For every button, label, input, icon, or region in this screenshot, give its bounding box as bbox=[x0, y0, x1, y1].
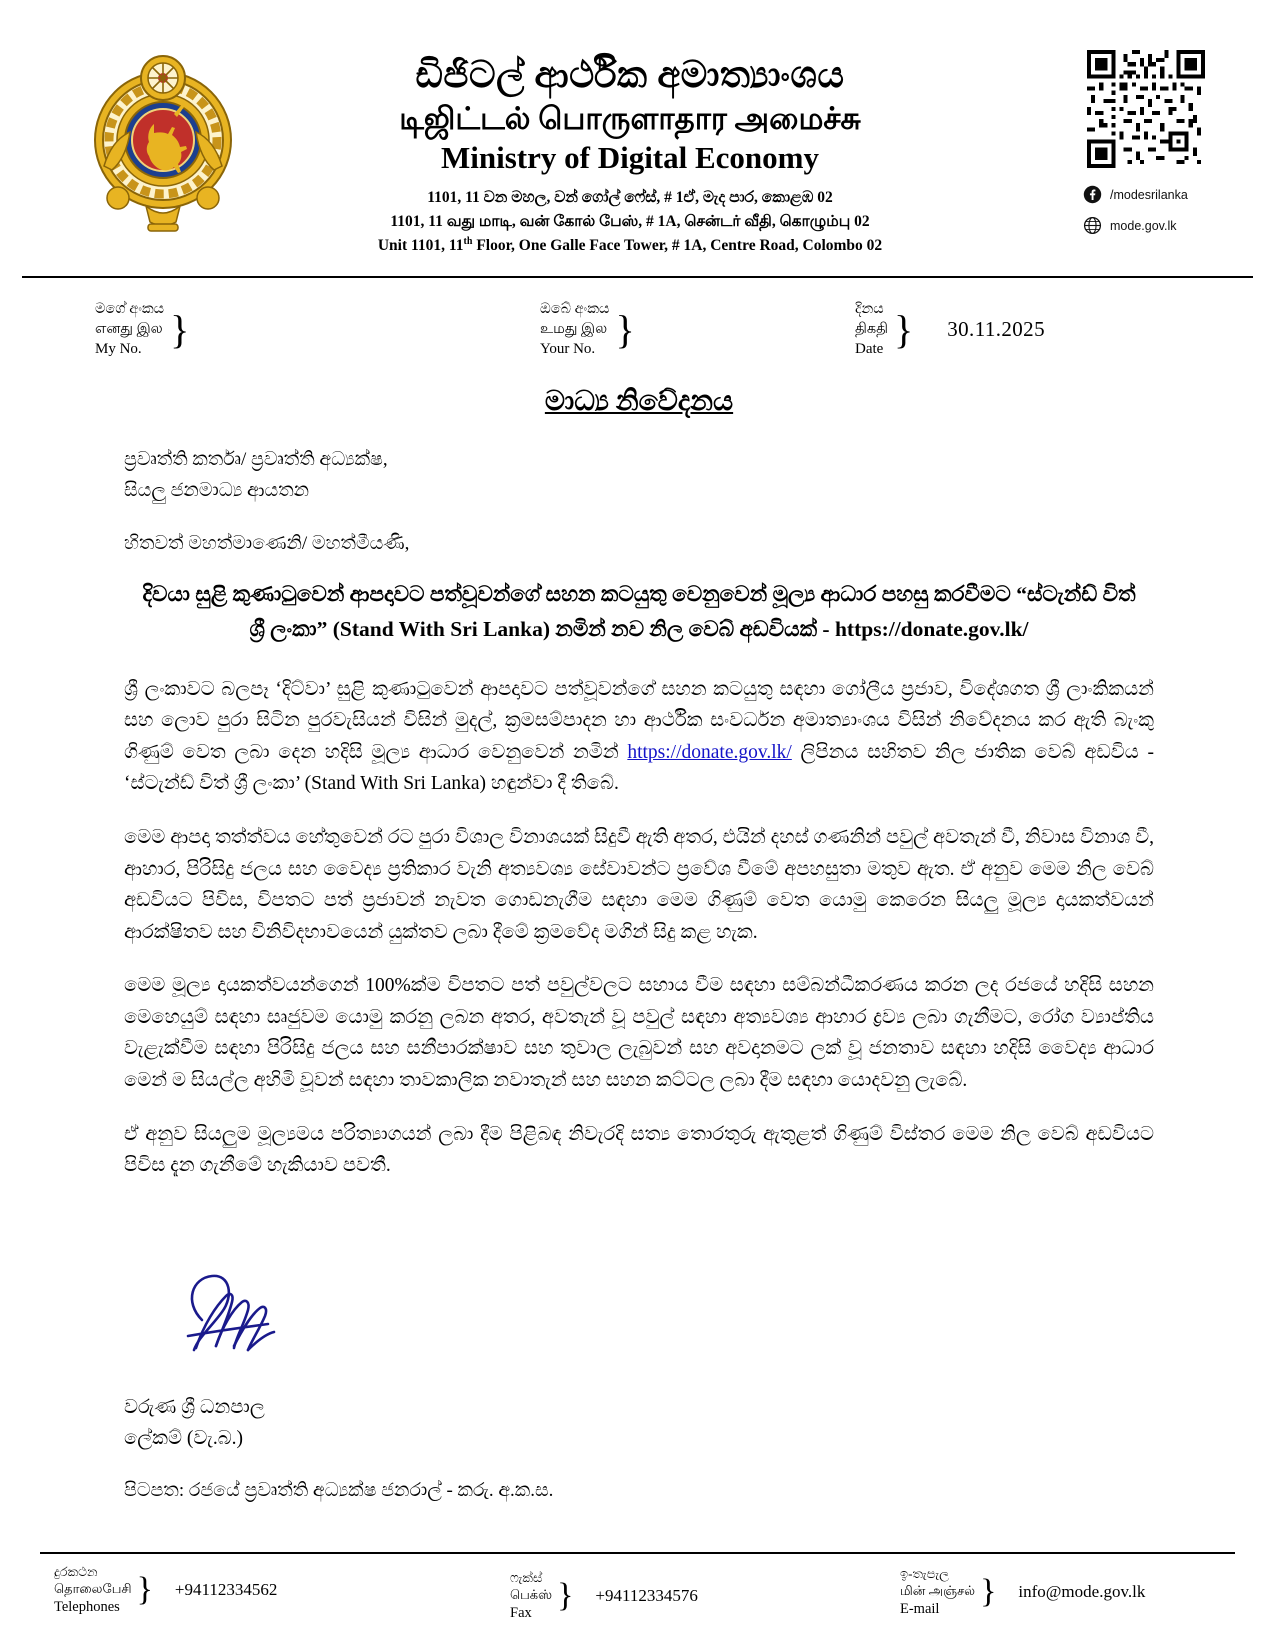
my-no-block bbox=[95, 300, 223, 359]
footer-divider bbox=[40, 1552, 1235, 1554]
signer-block bbox=[124, 1392, 1154, 1454]
ministry-address bbox=[250, 186, 1010, 258]
salutation: හිතවත් මහත්මාණෙනි/ මහත්මීයණි, bbox=[124, 532, 410, 554]
signer-name: වරුණ ශ්‍රී ධනපාල bbox=[124, 1396, 265, 1418]
fax-label-sinhala: ෆැක්ස් bbox=[510, 1570, 543, 1585]
national-emblem-icon bbox=[88, 48, 238, 248]
email-value: info@mode.gov.lk bbox=[1018, 1582, 1146, 1602]
carbon-copy: පිටපත: රජයේ ප්‍රවෘත්ති අධ්‍යක්ෂ ජනරාල් - කරු. අ.ක.ස. bbox=[124, 1480, 554, 1502]
date-label-tamil: திகதி bbox=[855, 320, 889, 337]
donate-url-link[interactable]: https://donate.gov.lk/ bbox=[627, 741, 792, 763]
addressee bbox=[124, 444, 1154, 507]
your-no-block bbox=[540, 300, 669, 359]
reference-line bbox=[0, 300, 1275, 370]
globe-icon[interactable] bbox=[1083, 216, 1102, 235]
facebook-icon[interactable] bbox=[1083, 185, 1102, 204]
your-no-label-english: Your No. bbox=[540, 341, 596, 358]
signature-area bbox=[124, 1268, 1154, 1388]
email-brace-icon: } bbox=[980, 1573, 997, 1611]
qr-and-social bbox=[1083, 50, 1213, 235]
signature-icon bbox=[164, 1262, 314, 1372]
paragraph-3 bbox=[124, 970, 1154, 1096]
address-tamil: 1101, 11 வது மாடி, வன் கோல் பேஸ், # 1A, சென்டர் வீதி, கொழும்பு 02 bbox=[390, 212, 870, 230]
fax-block bbox=[510, 1570, 698, 1623]
fax-label-english: Fax bbox=[510, 1604, 532, 1621]
telephone-value: +94112334562 bbox=[174, 1580, 278, 1600]
qr-code-icon[interactable] bbox=[1087, 50, 1205, 168]
email-block bbox=[900, 1566, 1145, 1619]
telephone-label-sinhala: දුරකථන bbox=[54, 1564, 98, 1579]
address-english: Unit 1101, 11th Floor, One Galle Face Tower, # 1A, Centre Road, Colombo 02 bbox=[377, 235, 883, 254]
website-row[interactable] bbox=[1083, 216, 1213, 235]
paragraph-2-text: මෙම ආපදා තත්ත්වය හේතුවෙන් රට පුරා විශාල විනාශයක් සිදුවී ඇති අතර, එයින් දහස් ගණනින් පවුල් අවතැන් වී, නිවාස විනාශ වී, ආහාර, පිරිසිදු ජලය සහ වෛද්‍ය ප්‍රතිකාර වැනි අත්‍යවශ්‍ය සේවාවන්ට ප්‍රවේශ වීමේ අපහසුතා මතුව ඇත. ඒ අනුව මෙම නිල වෙබ් අඩවියට පිවිස, විපතට පත් ප්‍රජාවන් නැවත ගොඩනැගීම සඳහා මෙම ගිණුම් වෙත යොමු කෙරෙන සියලු මූල්‍ය දායකත්වයන් ආරක්ෂිතව සහ විනිවිදභාවයෙන් යුක්තව ලබා දීමේ ක්‍රමවේද මගින් සිදු කළ හැක. bbox=[124, 826, 1154, 943]
paragraph-1-text: ශ්‍රී ලංකාවට බලපෑ ‘දිට්වා’ සුළි කුණාටුවෙන් ආපදාවට පත්වූවන්ගේ සහන කටයුතු සඳහා ගෝලීය ප්‍රජාව, විදේශගත ශ්‍රී ලාංකිකයන් සහ ලොව පුරා සිටින පුරවැසියන් විසින් මුදල්, ක්‍රමසම්පාදන හා ආර්ථික සංවර්ධන අමාත්‍යාංශය විසින් නිවේදනය කර ඇති බැංකු ගිණුම් වෙත ලබා දෙන හදිසි මූල්‍ය ආධාර වෙනුවෙන් නමින් https://donate.gov.lk/ ලිපිනය සහිතව නිල ජාතික වෙබ් අඩවිය - ‘ස්ටැන්ඩ් විත් ශ්‍රී ලංකා’ (Stand With Sri Lanka) හඳුන්වා දී තිබේ. bbox=[124, 678, 1154, 795]
my-no-brace-icon: } bbox=[170, 306, 190, 352]
email-label-english: E-mail bbox=[900, 1600, 940, 1617]
date-label-english: Date bbox=[855, 341, 884, 358]
email-label-tamil: மின் அஞ்சல் bbox=[900, 1582, 976, 1598]
date-block bbox=[855, 300, 1045, 359]
facebook-row[interactable] bbox=[1083, 185, 1213, 204]
addressee-line-2: සියලු ජනමාධ්‍ය ආයතන bbox=[124, 480, 310, 502]
ministry-name-sinhala: ඩිජිටල් ආර්ථික අමාත්‍යාංශය bbox=[415, 55, 845, 96]
telephone-block bbox=[54, 1564, 277, 1617]
header-divider bbox=[22, 276, 1253, 278]
date-brace-icon: } bbox=[894, 306, 914, 352]
ministry-titles bbox=[250, 55, 1010, 258]
website-url: mode.gov.lk bbox=[1110, 218, 1177, 233]
addressee-line-1: ප්‍රවෘත්ති කර්තෘ/ ප්‍රවෘත්ති අධ්‍යක්ෂ, bbox=[124, 449, 388, 470]
letterhead-header bbox=[0, 0, 1275, 270]
telephone-label-english: Telephones bbox=[54, 1598, 120, 1615]
fax-label-tamil: பெக்ஸ் bbox=[510, 1586, 553, 1602]
ministry-name-tamil: டிஜிட்டல் பொருளாதார அமைச்சு bbox=[399, 100, 861, 136]
paragraph-4-text: ඒ අනුව සියලුම මූල්‍යමය පරිත්‍යාගයන් ලබා දීම පිළිබඳ නිවැරදි සත්‍ය තොරතුරු ඇතුළත් ගිණුම් විස්තර මෙම නිල වෙබ් අඩවියට පිවිස දැන ගැනීමේ හැකියාව පවතී. bbox=[124, 1123, 1154, 1177]
paragraph-3-text: මෙම මූල්‍ය දායකත්වයන්ගෙන් 100%ක්ම විපතට පත් පවුල්වලට සහාය වීම සඳහා සම්බන්ධීකරණය කරන ලද රජයේ හදිසි සහන මෙහෙයුම් සඳහා සෘජුවම යොමු කරනු ලබන අතර, අවතැන් වූ පවුල් සඳහා අත්‍යවශ්‍ය ආහාර ද්‍රව්‍ය ලබා ගැනීමට, රෝග ව්‍යාප්තිය වැළැක්වීම සඳහා පිරිසිදු ජලය සහ සනීපාරක්ෂාව සහ තුවාල ලැබුවන් සහ අවදානමට ලක් වූ ජනතාව සඳහා හදිසි වෛද්‍ය ආධාර මෙන් ම සියල්ල අහිමි වූවන් සඳහා තාවකාලික නවාතැන් සහ සහන කට්ටල ලබා දීම සඳහා යොදවනු ලැබේ. bbox=[124, 975, 1154, 1091]
paragraph-2 bbox=[124, 822, 1154, 948]
signer-title: ලේකම් (වැ.බ.) bbox=[124, 1427, 244, 1449]
my-no-label-tamil: எனது இல bbox=[95, 320, 163, 337]
page-title: මාධ්‍ය නිවේදනය bbox=[544, 386, 734, 417]
address-sinhala: 1101, 11 වන මහල, වන් ගෝල් ෆේස්, # 1ඒ, මැද පාර, කොළඹ 02 bbox=[427, 188, 833, 206]
date-label-sinhala: දිනය bbox=[855, 301, 884, 317]
paragraph-1 bbox=[124, 674, 1154, 800]
my-no-label-sinhala: මගේ අංකය bbox=[95, 301, 165, 317]
fax-value: +94112334576 bbox=[595, 1586, 698, 1606]
ministry-name-english: Ministry of Digital Economy bbox=[441, 139, 819, 175]
your-no-label-tamil: உமது இல bbox=[540, 320, 608, 337]
letter-body bbox=[124, 386, 1154, 1502]
paragraph-4 bbox=[124, 1119, 1154, 1182]
fax-brace-icon: } bbox=[557, 1577, 574, 1615]
telephone-brace-icon: } bbox=[136, 1571, 153, 1609]
date-value: 30.11.2025 bbox=[947, 317, 1045, 342]
my-no-label-english: My No. bbox=[95, 341, 142, 358]
letterhead-footer bbox=[40, 1556, 1235, 1622]
subject-heading: දිවයා සුළි කුණාටුවෙන් ආපදාවට පත්වූවන්ගේ සහන කටයුතු වෙනුවෙන් මූල්‍ය ආධාර පහසු කරවීමට “ස්ටැන්ඩ් විත් ශ්‍රී ලංකා” (Stand With Sri Lanka) නමින් නව නිල වෙබ් අඩවියක් - https://donate.gov.lk/ bbox=[142, 581, 1136, 642]
your-no-label-sinhala: ඔබේ අංකය bbox=[540, 301, 610, 317]
facebook-handle: /modesrilanka bbox=[1110, 187, 1188, 202]
your-no-brace-icon: } bbox=[615, 306, 635, 352]
email-label-sinhala: ඉ-තැපැල bbox=[900, 1566, 949, 1581]
telephone-label-tamil: தொலைபேசி bbox=[54, 1580, 132, 1596]
